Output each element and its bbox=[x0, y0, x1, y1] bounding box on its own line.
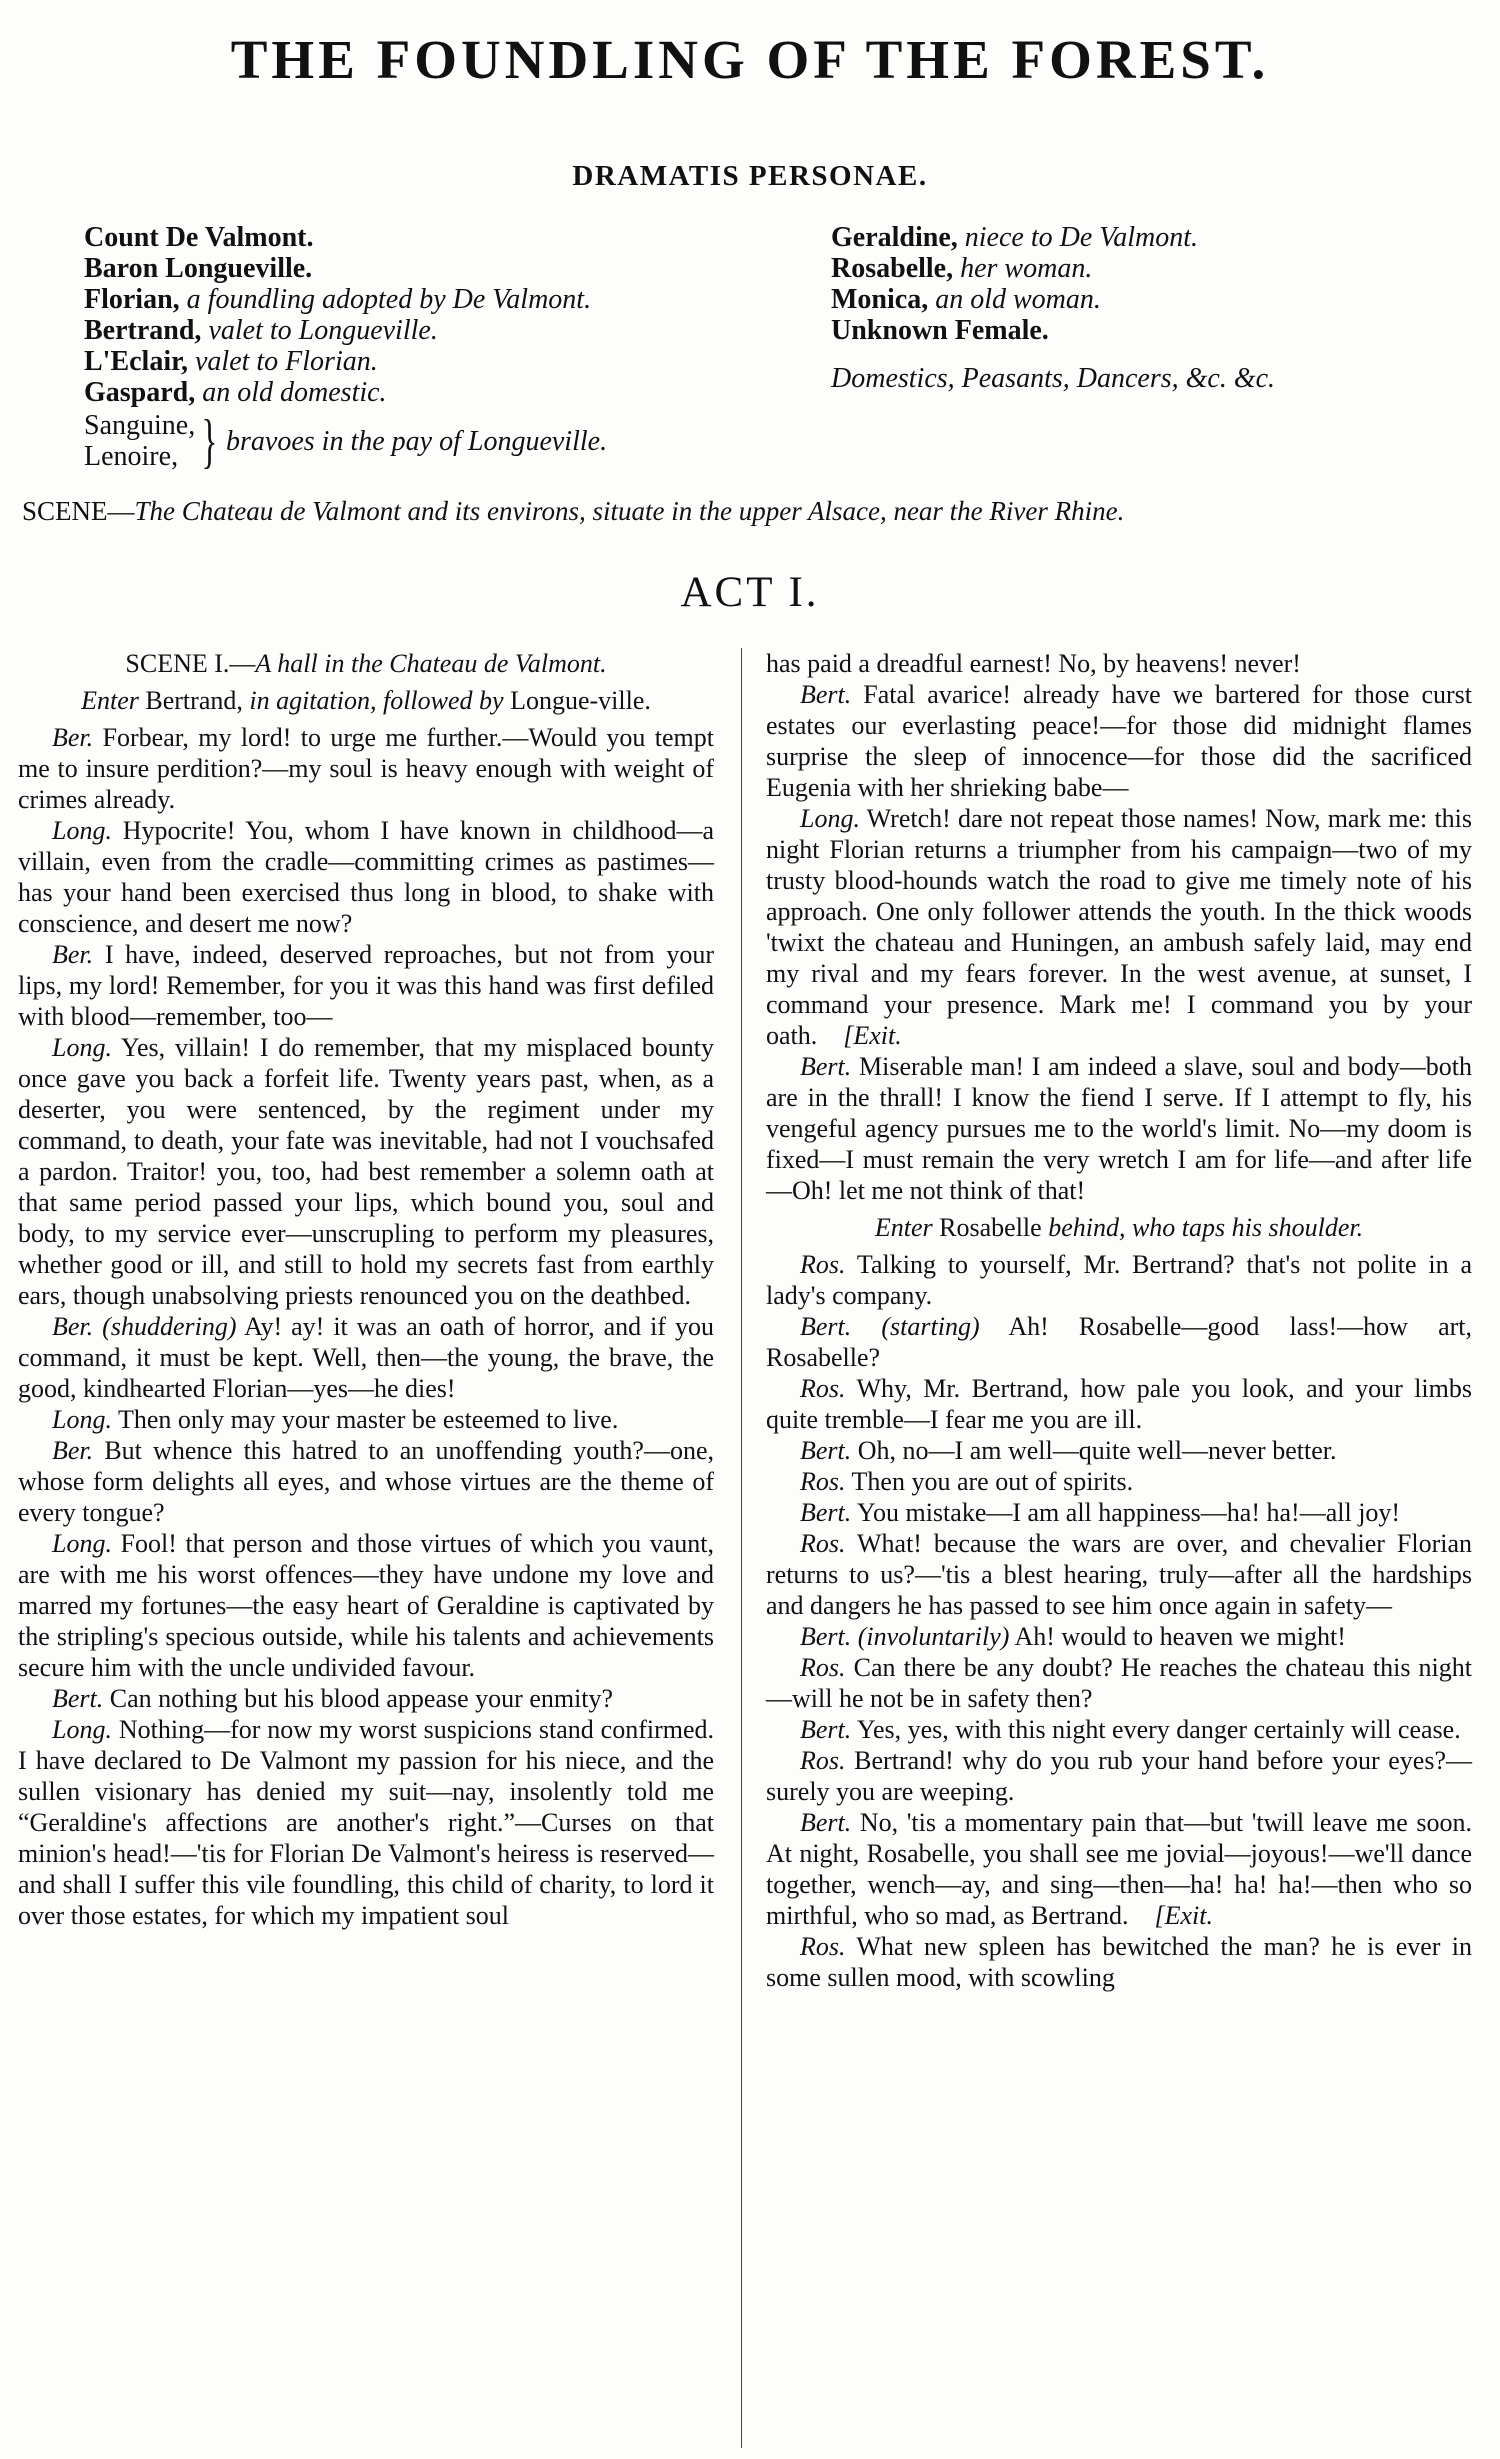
dialogue-text: You mistake—I am all happiness—ha! ha!—all joy! bbox=[856, 1498, 1401, 1527]
dialogue-line bbox=[18, 1528, 714, 1683]
dialogue-line bbox=[18, 1714, 714, 1931]
dialogue-text: Nothing—for now my worst suspicions stand confirmed. I have declared to De Valmont my passion for his niece, and the sullen visionary has denied my suit—nay, insolently told me “Geraldine's affections are another's right.”—Curses on that minion's head!—'tis for Florian De Valmont's heiress is reserved—and shall I suffer this vile foundling, this child of charity, to lord it over those estates, for which my impatient soul bbox=[18, 1715, 715, 1930]
text-column-left bbox=[18, 648, 714, 1931]
dialogue-text: Wretch! dare not repeat those names! Now, mark me: this night Florian returns a triumpher from his campaign—two of my trusty blood-hounds watch the road to give me timely note of his approach. One only follower attends the youth. In the thick woods 'twixt the chateau and Huningen, an ambush safely laid, may end my rival and my fears forever. In the west avenue, at sunset, I command your presence. Mark me! I command you by your oath. bbox=[766, 804, 1473, 1050]
scene-setting-label: SCENE— bbox=[22, 496, 135, 526]
cast-list-left bbox=[84, 222, 784, 472]
cast-member bbox=[831, 253, 1471, 284]
dialogue-line bbox=[766, 803, 1472, 1051]
dialogue-text: Forbear, my lord! to urge me further.—Would you tempt me to insure perdition?—my soul is heavy enough with weight of crimes already. bbox=[18, 723, 714, 814]
dialogue-line bbox=[766, 1745, 1472, 1807]
scene-heading: SCENE I.—A hall in the Chateau de Valmont. bbox=[125, 649, 607, 678]
dialogue-line bbox=[766, 1466, 1472, 1497]
dialogue-line bbox=[766, 1373, 1472, 1435]
speaker-name: Ros. bbox=[800, 1467, 846, 1496]
dialogue-line bbox=[766, 1311, 1472, 1373]
cast-member bbox=[831, 222, 1471, 253]
dialogue-text: Talking to yourself, Mr. Bertrand? that's not polite in a lady's company. bbox=[766, 1250, 1473, 1310]
scene-setting-text: The Chateau de Valmont and its environs, situate in the upper Alsace, near the River Rhine. bbox=[134, 496, 1125, 526]
dialogue-line bbox=[18, 1435, 714, 1528]
dialogue-text: Hypocrite! You, whom I have known in childhood—a villain, even from the cradle—committing crimes as pastimes—has your hand been exercised thus long in blood, to shake with conscience, and desert me now? bbox=[18, 816, 714, 938]
dialogue-line bbox=[766, 679, 1472, 803]
cast-name: Bertrand, bbox=[84, 315, 202, 346]
text-column-right bbox=[766, 648, 1472, 1993]
speaker-name: Long. bbox=[52, 1405, 112, 1434]
cast-member bbox=[84, 222, 784, 253]
cast-name: Count De Valmont. bbox=[84, 222, 314, 253]
cast-description: a foundling adopted by De Valmont. bbox=[186, 284, 592, 315]
speaker-name: Ros. bbox=[800, 1374, 846, 1403]
dialogue-line bbox=[766, 1714, 1472, 1745]
speaker-name: Ros. bbox=[800, 1653, 846, 1682]
dialogue-continuation: has paid a dreadful earnest! No, by heavens! never! bbox=[766, 649, 1301, 678]
dialogue-text: No, 'tis a momentary pain that—but 'twill leave me soon. At night, Rosabelle, you shall see me jovial—joyous!—we'll dance together, wench—ay, and sing—then—ha! ha! ha!—then who so mirthful, who so mad, as Bertrand. bbox=[766, 1808, 1473, 1930]
speaker-name: Long. bbox=[800, 804, 860, 833]
cast-description: an old domestic. bbox=[202, 377, 387, 408]
dialogue-text: Fool! that person and those virtues of which you vaunt, are with me his worst offences—they have undone my love and marred my fortunes—the easy heart of Geraldine is captivated by the stripling's specious outside, while his talents and achievements secure him with the uncle undivided favour. bbox=[18, 1529, 715, 1682]
cast-description: bravoes in the pay of Longueville. bbox=[226, 425, 608, 457]
cast-member bbox=[84, 377, 784, 408]
dialogue-text: Ay! ay! it was an oath of horror, and if you command, it must be kept. Well, then—the young, the brave, the good, kindhearted Florian—yes—he dies! bbox=[18, 1312, 714, 1403]
dialogue-text: Can there be any doubt? He reaches the chateau this night—will he not be in safety then? bbox=[766, 1653, 1473, 1713]
cast-name: L'Eclair, bbox=[84, 346, 188, 377]
stage-direction bbox=[766, 1212, 1472, 1243]
speaker-name: Bert. bbox=[800, 1498, 852, 1527]
speaker-name: Long. bbox=[52, 1033, 112, 1062]
brace-glyph: } bbox=[201, 408, 218, 474]
dialogue-line bbox=[766, 1435, 1472, 1466]
dialogue-text: Then only may your master be esteemed to live. bbox=[118, 1405, 619, 1434]
dialogue-line bbox=[18, 939, 714, 1032]
dialogue-line bbox=[766, 1621, 1472, 1652]
speaker-name: Ros. bbox=[800, 1746, 846, 1775]
speaker-name: Bert. bbox=[800, 680, 852, 709]
dialogue-line bbox=[18, 1404, 714, 1435]
stage-direction-text: Enter bbox=[874, 1213, 933, 1242]
dialogue-text: What new spleen has bewitched the man? he is ever in some sullen mood, with scowling bbox=[766, 1932, 1472, 1992]
dialogue-text: Fatal avarice! already have we bartered for those curst estates our everlasting peace!—for those did midnight flames surprise the sleep of innocence—for those did the sacrificed Eugenia with her shrieking babe— bbox=[766, 680, 1473, 802]
dialogue-line bbox=[766, 1497, 1472, 1528]
play-title: THE FOUNDLING OF THE FOREST. bbox=[230, 29, 1270, 90]
dialogue-text: Can nothing but his blood appease your enmity? bbox=[109, 1684, 614, 1713]
dialogue-text: But whence this hatred to an unoffending youth?—one, whose form delights all eyes, and whose virtues are the theme of every tongue? bbox=[18, 1436, 715, 1527]
stage-direction: Enter Bertrand, in agitation, followed by Longue-ville. bbox=[81, 686, 651, 715]
speaker-name: Bert. bbox=[800, 1312, 852, 1341]
cast-name: Florian, bbox=[84, 284, 180, 315]
cast-name: Gaspard, bbox=[84, 377, 196, 408]
cast-description: an old woman. bbox=[935, 284, 1101, 315]
cast-member bbox=[831, 315, 1471, 346]
dialogue-line bbox=[18, 815, 714, 939]
character-name: Rosabelle bbox=[939, 1213, 1042, 1242]
speaker-name: Ber. bbox=[52, 940, 94, 969]
dialogue-line bbox=[766, 1652, 1472, 1714]
dialogue-text: Why, Mr. Bertrand, how pale you look, and your limbs quite tremble—I fear me you are ill. bbox=[766, 1374, 1472, 1434]
cast-member bbox=[84, 253, 784, 284]
speaker-name: Ros. bbox=[800, 1250, 846, 1279]
stage-direction-text: behind, who taps his shoulder. bbox=[1048, 1213, 1364, 1242]
dialogue-line bbox=[766, 1807, 1472, 1931]
dialogue-text: Yes, yes, with this night every danger certainly will cease. bbox=[856, 1715, 1461, 1744]
cast-name: Unknown Female. bbox=[831, 315, 1049, 346]
speaker-name: Ber. bbox=[52, 723, 94, 752]
speaker-name: Bert. bbox=[800, 1622, 852, 1651]
dialogue-text: Miserable man! I am indeed a slave, soul and body—both are in the thrall! I know the fiend I serve. If I attempt to fly, his vengeful agency pursues me to the world's limit. No—my doom is fixed—I must remain the very wretch I am for life—and after life—Oh! let me not think of that! bbox=[766, 1052, 1473, 1205]
cast-name: Rosabelle, bbox=[831, 253, 954, 284]
act-heading: ACT I. bbox=[680, 569, 820, 616]
cast-description: her woman. bbox=[960, 253, 1093, 284]
dialogue-line bbox=[766, 1528, 1472, 1621]
dialogue-line bbox=[766, 1249, 1472, 1311]
column-divider bbox=[741, 648, 742, 2448]
dialogue-line bbox=[18, 1032, 714, 1311]
cast-description: valet to Florian. bbox=[194, 346, 378, 377]
exit-direction: [Exit. bbox=[1154, 1901, 1213, 1930]
cast-name: Sanguine, bbox=[84, 410, 196, 441]
stage-direction-inline: (involuntarily) bbox=[857, 1622, 1010, 1651]
dialogue-text: Ah! would to heaven we might! bbox=[1014, 1622, 1346, 1651]
speaker-name: Bert. bbox=[800, 1436, 852, 1465]
cast-list-right bbox=[831, 222, 1471, 394]
speaker-name: Ber. bbox=[52, 1436, 94, 1465]
cast-name: Geraldine, bbox=[831, 222, 958, 253]
cast-name: Baron Longueville. bbox=[84, 253, 313, 284]
speaker-name: Bert. bbox=[52, 1684, 104, 1713]
speaker-name: Ros. bbox=[800, 1529, 846, 1558]
dialogue-text: Oh, no—I am well—quite well—never better. bbox=[857, 1436, 1337, 1465]
speaker-name: Long. bbox=[52, 1715, 112, 1744]
dialogue-line bbox=[766, 1931, 1472, 1993]
speaker-name: Bert. bbox=[800, 1052, 852, 1081]
dialogue-text: Bertrand! why do you rub your hand before your eyes?—surely you are weeping. bbox=[766, 1746, 1473, 1806]
dialogue-text: What! because the wars are over, and chevalier Florian returns to us?—'tis a blest hearing, truly—after all the hardships and dangers he has passed to see him once again in safety— bbox=[766, 1529, 1472, 1620]
dialogue-line bbox=[18, 722, 714, 815]
dialogue-text: Ah! Rosabelle—good lass!—how art, Rosabelle? bbox=[766, 1312, 1472, 1372]
cast-member bbox=[831, 284, 1471, 315]
scene-setting bbox=[22, 496, 1482, 527]
cast-extras: Domestics, Peasants, Dancers, &c. &c. bbox=[831, 363, 1276, 394]
speaker-name: Bert. bbox=[800, 1808, 852, 1837]
dialogue-line bbox=[18, 1311, 714, 1404]
cast-description: valet to Longueville. bbox=[208, 315, 438, 346]
dramatis-personae-heading: DRAMATIS PERSONAE. bbox=[572, 160, 928, 192]
stage-direction-inline: (shuddering) bbox=[102, 1312, 237, 1341]
exit-direction: [Exit. bbox=[843, 1021, 902, 1050]
dialogue-line bbox=[766, 1051, 1472, 1206]
dialogue-text: Yes, villain! I do remember, that my misplaced bounty once gave you back a forfeit life. Twenty years past, when, as a deserter, you were sentenced, by the regiment under my command, to death, your fate was inevitable, had not I vouchsafed a pardon. Traitor! you, too, had best remember a solemn oath at that same period passed your lips, which bound you, soul and body, to my service ever—unscrupling to perform my pleasures, whether good or ill, and still to hold my secrets fast from earthly ears, though unabsolving priests renounced you on the deathbed. bbox=[18, 1033, 714, 1310]
speaker-name: Long. bbox=[52, 1529, 112, 1558]
cast-name: Lenoire, bbox=[84, 441, 179, 472]
speaker-name: Long. bbox=[52, 816, 112, 845]
speaker-name: Ros. bbox=[800, 1932, 846, 1961]
dialogue-text: I have, indeed, deserved reproaches, but not from your lips, my lord! Remember, for you it was this hand was first defiled with blood—remember, too— bbox=[18, 940, 715, 1031]
dialogue-line bbox=[18, 1683, 714, 1714]
dialogue-text: Then you are out of spirits. bbox=[851, 1467, 1134, 1496]
bravoes-group bbox=[84, 410, 784, 472]
cast-name: Monica, bbox=[831, 284, 929, 315]
cast-member bbox=[84, 346, 784, 377]
stage-direction-inline: (starting) bbox=[881, 1312, 980, 1341]
speaker-name: Ber. bbox=[52, 1312, 94, 1341]
cast-description: niece to De Valmont. bbox=[964, 222, 1199, 253]
cast-member bbox=[84, 315, 784, 346]
cast-member bbox=[84, 284, 784, 315]
speaker-name: Bert. bbox=[800, 1715, 852, 1744]
